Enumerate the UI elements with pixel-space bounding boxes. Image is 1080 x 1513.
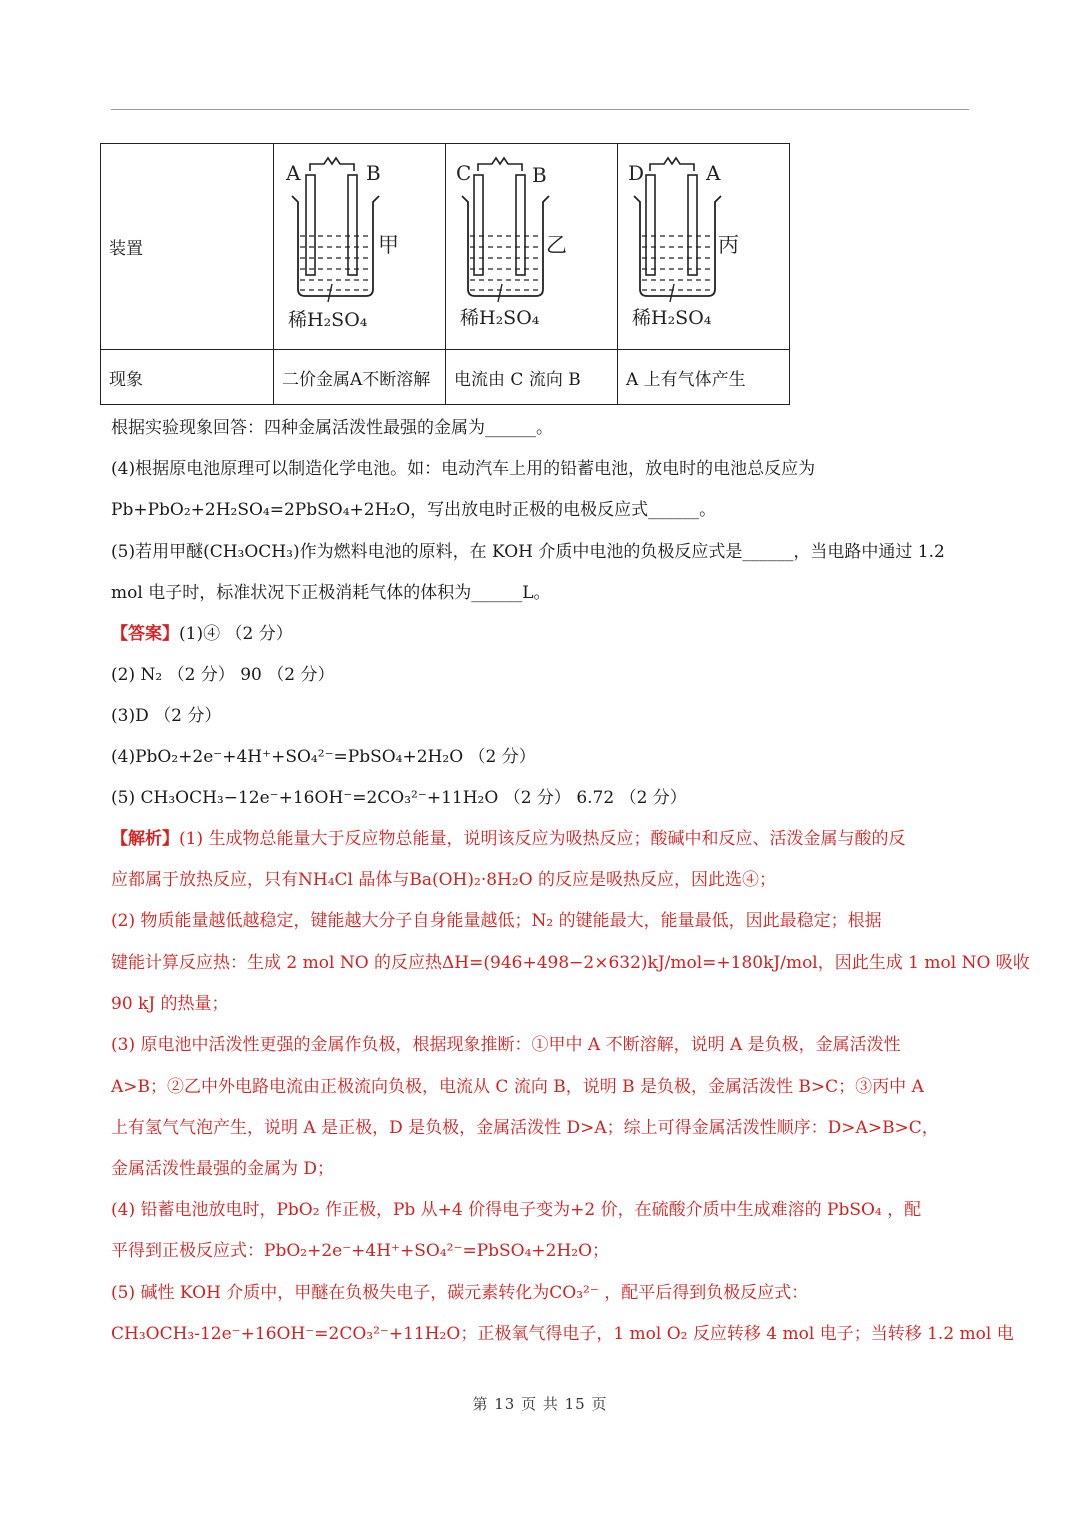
header-rule [111,109,969,110]
row-label-device: 装置 [101,144,274,350]
observation-jia: 二价金属A不断溶解 [274,350,446,405]
answer-line-1 [111,623,293,645]
analysis-3-line-1: (3) 原电池中活泼性更强的金属作负极，根据现象推断：①甲中 A 不断溶解，说明 A 是负极，金属活泼性 [111,1035,901,1055]
electrolyte-label: 稀H₂SO₄ [632,307,712,329]
analysis-4-line-2: 平得到正极反应式：PbO₂+2e⁻+4H⁺+SO₄²⁻=PbSO₄+2H₂O； [111,1241,610,1261]
analysis-3-line-2: A>B；②乙中外电路电流由正极流向负极，电流从 C 流向 B，说明 B 是负极，金属活泼性 B>C；③丙中 A [111,1077,924,1097]
electrode-right-label: B [532,163,547,187]
answer-label: 【答案】 [111,624,179,644]
analysis-3-line-4: 金属活泼性最强的金属为 D； [111,1159,335,1179]
electrolyte-label: 稀H₂SO₄ [460,307,540,329]
electrode-right-label: A [706,161,721,185]
answer-5: (5) CH₃OCH₃−12e⁻+16OH⁻=2CO₃²⁻+11H₂O （2 分） 6.72 （2 分） [111,788,687,808]
beaker-yi-diagram [446,144,617,349]
question-4-line-1: (4)根据原电池原理可以制造化学电池。如：电动汽车上用的铅蓄电池，放电时的电池总反应为 [111,459,816,479]
answer-2: (2) N₂ （2 分） 90 （2 分） [111,665,335,685]
electrode-left-label: D [628,161,645,185]
page-footer: 第 13 页 共 15 页 [472,1395,608,1413]
beaker-bing-diagram [618,144,789,349]
analysis-3-line-3: 上有氢气气泡产生，说明 A 是正极，D 是负极，金属活泼性 D>A；综上可得金属活泼性顺序：D>A>B>C， [111,1118,939,1138]
answer-4: (4)PbO₂+2e⁻+4H⁺+SO₄²⁻=PbSO₄+2H₂O （2 分） [111,747,536,767]
analysis-4-line-1: (4) 铅蓄电池放电时，PbO₂ 作正极，Pb 从+4 价得电子变为+2 价，在硫酸介质中生成难溶的 PbSO₄ ，配 [111,1200,922,1220]
device-jia-cell [274,144,446,350]
experiment-table [100,143,790,405]
cell-name-label: 丙 [718,233,739,257]
analysis-2-line-2: 键能计算反应热：生成 2 mol NO 的反应热ΔH=(946+498−2×632)kJ/mol=+180kJ/mol，因此生成 1 mol NO 吸收 [111,953,1030,973]
question-5-line-1: (5)若用甲醚(CH₃OCH₃)作为燃料电池的原料，在 KOH 介质中电池的负极反应式是______，当电路中通过 1.2 [111,542,945,562]
answer-3: (3)D （2 分） [111,706,222,726]
analysis-1-line-1 [111,828,905,850]
observation-bing: A 上有气体产生 [618,350,790,405]
electrode-left-label: C [456,161,472,185]
analysis-1-line-2: 应都属于放热反应，只有NH₄Cl 晶体与Ba(OH)₂·8H₂O 的反应是吸热反应，因此选④； [111,870,777,890]
question-3-prompt: 根据实验现象回答：四种金属活泼性最强的金属为______。 [111,418,553,438]
analysis-2-line-3: 90 kJ 的热量； [111,994,229,1014]
device-yi-cell [446,144,618,350]
table-row-observations [101,350,790,405]
observation-yi: 电流由 C 流向 B [446,350,618,405]
answer-1: (1)④ （2 分） [179,624,293,644]
analysis-label: 【解析】 [111,829,179,849]
beaker-jia-diagram [274,144,445,349]
question-4-line-2: Pb+PbO₂+2H₂SO₄=2PbSO₄+2H₂O，写出放电时正极的电极反应式______。 [111,500,717,520]
row-label-observation: 现象 [101,350,274,405]
analysis-1-text: (1) 生成物总能量大于反应物总能量，说明该反应为吸热反应；酸碱中和反应、活泼金属与酸的反 [179,829,906,849]
cell-name-label: 甲 [378,233,399,257]
electrode-left-label: A [286,161,301,185]
analysis-5-line-2: CH₃OCH₃-12e⁻+16OH⁻=2CO₃²⁻+11H₂O；正极氧气得电子，1 mol O₂ 反应转移 4 mol 电子；当转移 1.2 mol 电 [111,1324,1014,1344]
electrode-right-label: B [366,161,381,185]
analysis-5-line-1: (5) 碱性 KOH 介质中，甲醚在负极失电子，碳元素转化为CO₃²⁻ ，配平后得到负极反应式： [111,1283,809,1303]
question-5-line-2: mol 电子时，标准状况下正极消耗气体的体积为______L。 [111,583,551,603]
cell-name-label: 乙 [546,233,567,257]
device-bing-cell [618,144,790,350]
table-row-devices [101,144,790,350]
electrolyte-label: 稀H₂SO₄ [288,309,368,331]
analysis-2-line-1: (2) 物质能量越低越稳定，键能越大分子自身能量越低；N₂ 的键能最大，能量最低，因此最稳定；根据 [111,911,882,931]
